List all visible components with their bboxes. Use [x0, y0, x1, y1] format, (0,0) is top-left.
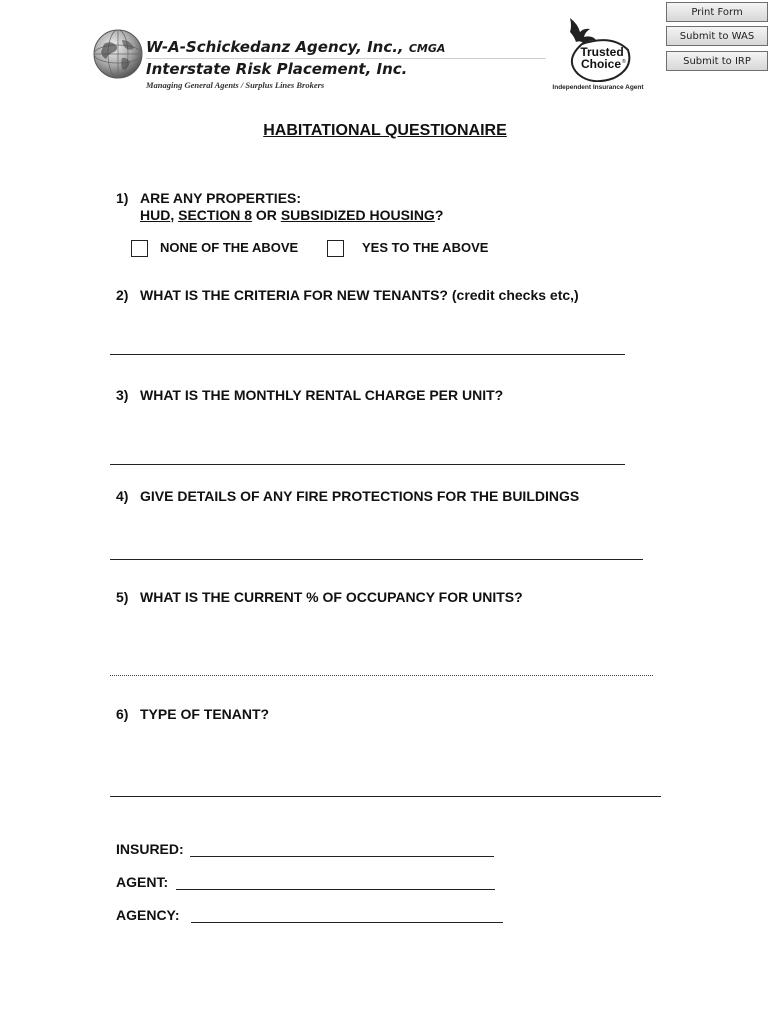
agency-line	[191, 922, 503, 923]
none-of-the-above-checkbox[interactable]	[131, 240, 148, 257]
none-of-the-above-label: NONE OF THE ABOVE	[160, 240, 299, 255]
question-1-subtext	[140, 207, 443, 223]
answer-3-field[interactable]	[112, 444, 626, 464]
sep-2: OR	[252, 207, 281, 223]
agency-suffix: CMGA	[408, 42, 446, 55]
answer-2-line	[110, 354, 625, 355]
logo-line-2: Choice	[580, 57, 622, 71]
subsidized-housing-term: SUBSIDIZED HOUSING	[280, 207, 435, 223]
submit-to-irp-button[interactable]: Submit to IRP	[666, 51, 768, 71]
yes-to-the-above-label: YES TO THE ABOVE	[362, 240, 489, 255]
question-2-number: 2)	[116, 287, 129, 303]
question-3	[116, 387, 503, 403]
sep-1: ,	[170, 207, 179, 223]
answer-5-field[interactable]	[112, 655, 654, 675]
question-6-text: TYPE OF TENANT?	[140, 706, 270, 722]
insured-field[interactable]	[192, 838, 496, 858]
question-5-number: 5)	[116, 589, 129, 605]
answer-4-field[interactable]	[112, 539, 644, 559]
question-4	[116, 488, 579, 504]
logo-tagline: Independent Insurance Agent	[552, 84, 644, 91]
question-2	[116, 287, 579, 303]
yes-to-the-above-checkbox[interactable]	[327, 240, 344, 257]
answer-6-field[interactable]	[112, 776, 662, 796]
question-1-text: ARE ANY PROPERTIES:	[140, 190, 302, 206]
globe-icon	[92, 28, 144, 80]
agency-label: AGENCY:	[116, 907, 180, 923]
form-title: HABITATIONAL QUESTIONAIRE	[263, 122, 507, 139]
eagle-icon	[570, 18, 596, 44]
question-3-text: WHAT IS THE MONTHLY RENTAL CHARGE PER UNIT?	[140, 387, 504, 403]
answer-4-line	[110, 559, 643, 560]
answer-6-line	[110, 796, 661, 797]
question-5	[116, 589, 523, 605]
insured-line	[190, 856, 494, 857]
agent-label: AGENT:	[116, 874, 169, 890]
question-mark: ?	[434, 207, 444, 223]
question-5-text: WHAT IS THE CURRENT % OF OCCUPANCY FOR UNITS?	[140, 589, 523, 605]
question-6-number: 6)	[116, 706, 129, 722]
question-1	[116, 190, 301, 206]
agency-name	[146, 38, 445, 56]
question-4-text: GIVE DETAILS OF ANY FIRE PROTECTIONS FOR THE BUILDINGS	[140, 488, 580, 504]
question-2-text: WHAT IS THE CRITERIA FOR NEW TENANTS? (credit checks etc,)	[140, 287, 579, 303]
section-8-term: SECTION 8	[178, 207, 253, 223]
header-divider	[146, 58, 546, 59]
answer-5-line	[110, 675, 653, 676]
company-name: Interstate Risk Placement, Inc.	[146, 60, 408, 78]
question-1-number: 1)	[116, 190, 129, 206]
agent-line	[176, 889, 495, 890]
submit-to-was-button[interactable]: Submit to WAS	[666, 26, 768, 46]
question-3-number: 3)	[116, 387, 129, 403]
logo-registered-mark: ®	[622, 59, 626, 65]
hud-term: HUD	[140, 207, 171, 223]
logo-line-1: Trusted	[580, 45, 624, 59]
question-6	[116, 706, 269, 722]
question-4-number: 4)	[116, 488, 129, 504]
agent-field[interactable]	[178, 871, 496, 891]
print-form-button[interactable]: Print Form	[666, 2, 768, 22]
agency-tagline: Managing General Agents / Surplus Lines Brokers	[146, 80, 325, 90]
insured-label: INSURED:	[116, 841, 184, 857]
agency-name-text: W-A-Schickedanz Agency, Inc.,	[146, 38, 404, 56]
answer-3-line	[110, 464, 625, 465]
trusted-choice-logo	[556, 16, 642, 82]
agency-field[interactable]	[193, 904, 505, 924]
answer-2-field[interactable]	[112, 334, 626, 354]
